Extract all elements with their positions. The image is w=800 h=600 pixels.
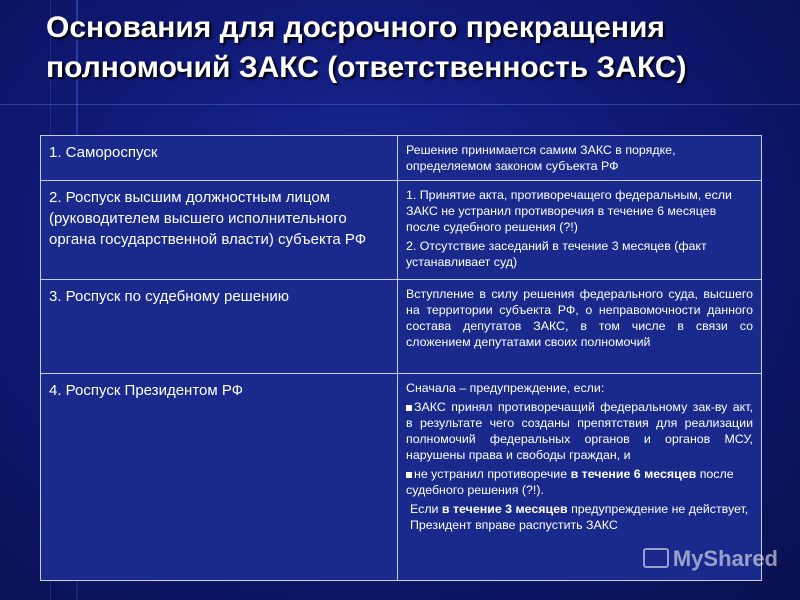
row-4-final-bold: в течение 3 месяцев [441,502,568,516]
row-2-description [398,181,762,280]
table-row [41,280,762,374]
row-4-label: 4. Роспуск Президентом РФ [41,374,398,581]
grounds-table [40,135,762,581]
row-4-bullet-2-bold: в течение 6 месяцев [570,467,697,481]
bullet-icon [406,472,412,478]
bullet-icon [406,405,412,411]
row-4-final [406,501,753,533]
row-1-label: 1. Самороспуск [41,136,398,181]
watermark [643,546,778,572]
row-4-final-pre: Если [410,502,442,516]
row-2-label: 2. Роспуск высшим должностным лицом (руководителем высшего исполнительного органа государственной власти) субъекта РФ [41,181,398,280]
row-4-bullet-2-post: после судебного решения (?!). [406,467,734,497]
row-4-bullet-2-pre: не устранил противоречие [414,467,571,481]
row-1-description: Решение принимается самим ЗАКС в порядке, определяемом законом субъекта РФ [398,136,762,181]
table-row [41,181,762,280]
decorative-horizontal-line [0,104,800,105]
row-4-bullet-1 [406,399,753,463]
row-3-description: Вступление в силу решения федерального суда, высшего на территории субъекта РФ, о неправомочности данного состава депутатов ЗАКС, в том числе в связи со сложением депутатами своих полномочий [398,280,762,374]
presentation-icon [643,548,669,568]
row-4-final-post: предупреждение не действует, Президент вправе распустить ЗАКС [410,502,749,532]
row-4-intro: Сначала – предупреждение, если: [406,381,605,395]
table-row [41,136,762,181]
row-2-item-1: 1. Принятие акта, противоречащего федеральным, если ЗАКС не устранил противоречия в течение 6 месяцев после судебного решения (?!) [406,188,732,234]
watermark-text: MyShared [672,546,778,571]
row-2-item-2: 2. Отсутствие заседаний в течение 3 месяцев (факт устанавливает суд) [406,239,707,269]
row-4-bullet-2 [406,466,753,498]
row-4-bullet-1-text: ЗАКС принял противоречащий федеральному зак-ву акт, в результате чего созданы препятствия для реализации полномочий федеральных органов и органов МСУ, нарушены права и свободы граждан, и [406,400,753,462]
slide-title: Основания для досрочного прекращения полномочий ЗАКС (ответственность ЗАКС) [46,11,687,84]
row-3-label: 3. Роспуск по судебному решению [41,280,398,374]
